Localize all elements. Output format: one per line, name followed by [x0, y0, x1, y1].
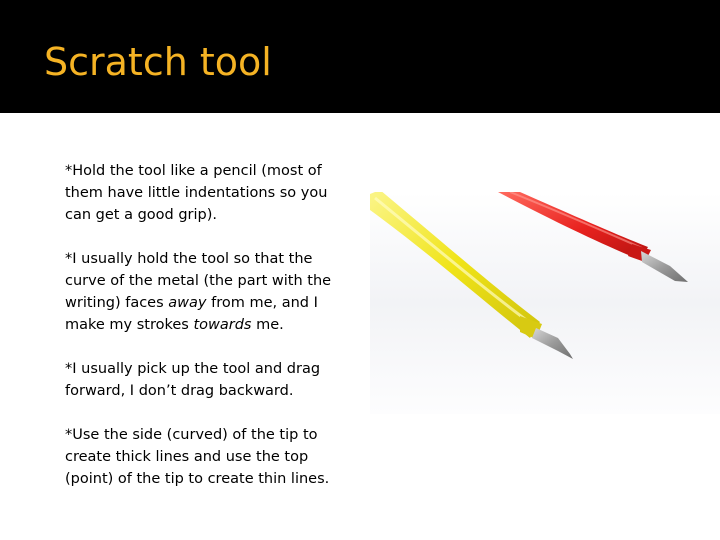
bullet-text: from me, and I make my strokes	[65, 295, 318, 333]
bullet-tip-usage	[65, 424, 350, 490]
scratch-tools-illustration	[370, 192, 720, 414]
bullet-drag-forward	[65, 358, 350, 402]
bullet-hold-pencil	[65, 160, 350, 226]
bullet-list	[65, 160, 350, 512]
title-bar	[0, 0, 720, 113]
scratch-tools-photo	[370, 192, 720, 414]
bullet-text: *I usually pick up the tool and drag forward, I don’t drag backward.	[65, 361, 321, 399]
photo-background	[370, 192, 720, 414]
emphasis-away: away	[168, 295, 207, 311]
bullet-text: *Use the side (curved) of the tip to create thick lines and use the top (point) of the tip to create thin lines.	[65, 427, 330, 487]
slide-title: Scratch tool	[44, 40, 272, 84]
bullet-text: *Hold the tool like a pencil (most of them have little indentations so you can get a good grip).	[65, 163, 328, 223]
bullet-curve-direction	[65, 248, 350, 336]
bullet-text: me.	[251, 317, 284, 333]
emphasis-towards: towards	[193, 317, 252, 333]
bullet-text: *I usually hold the tool so that the curve of the metal (the part with the writing) faces	[65, 251, 332, 311]
